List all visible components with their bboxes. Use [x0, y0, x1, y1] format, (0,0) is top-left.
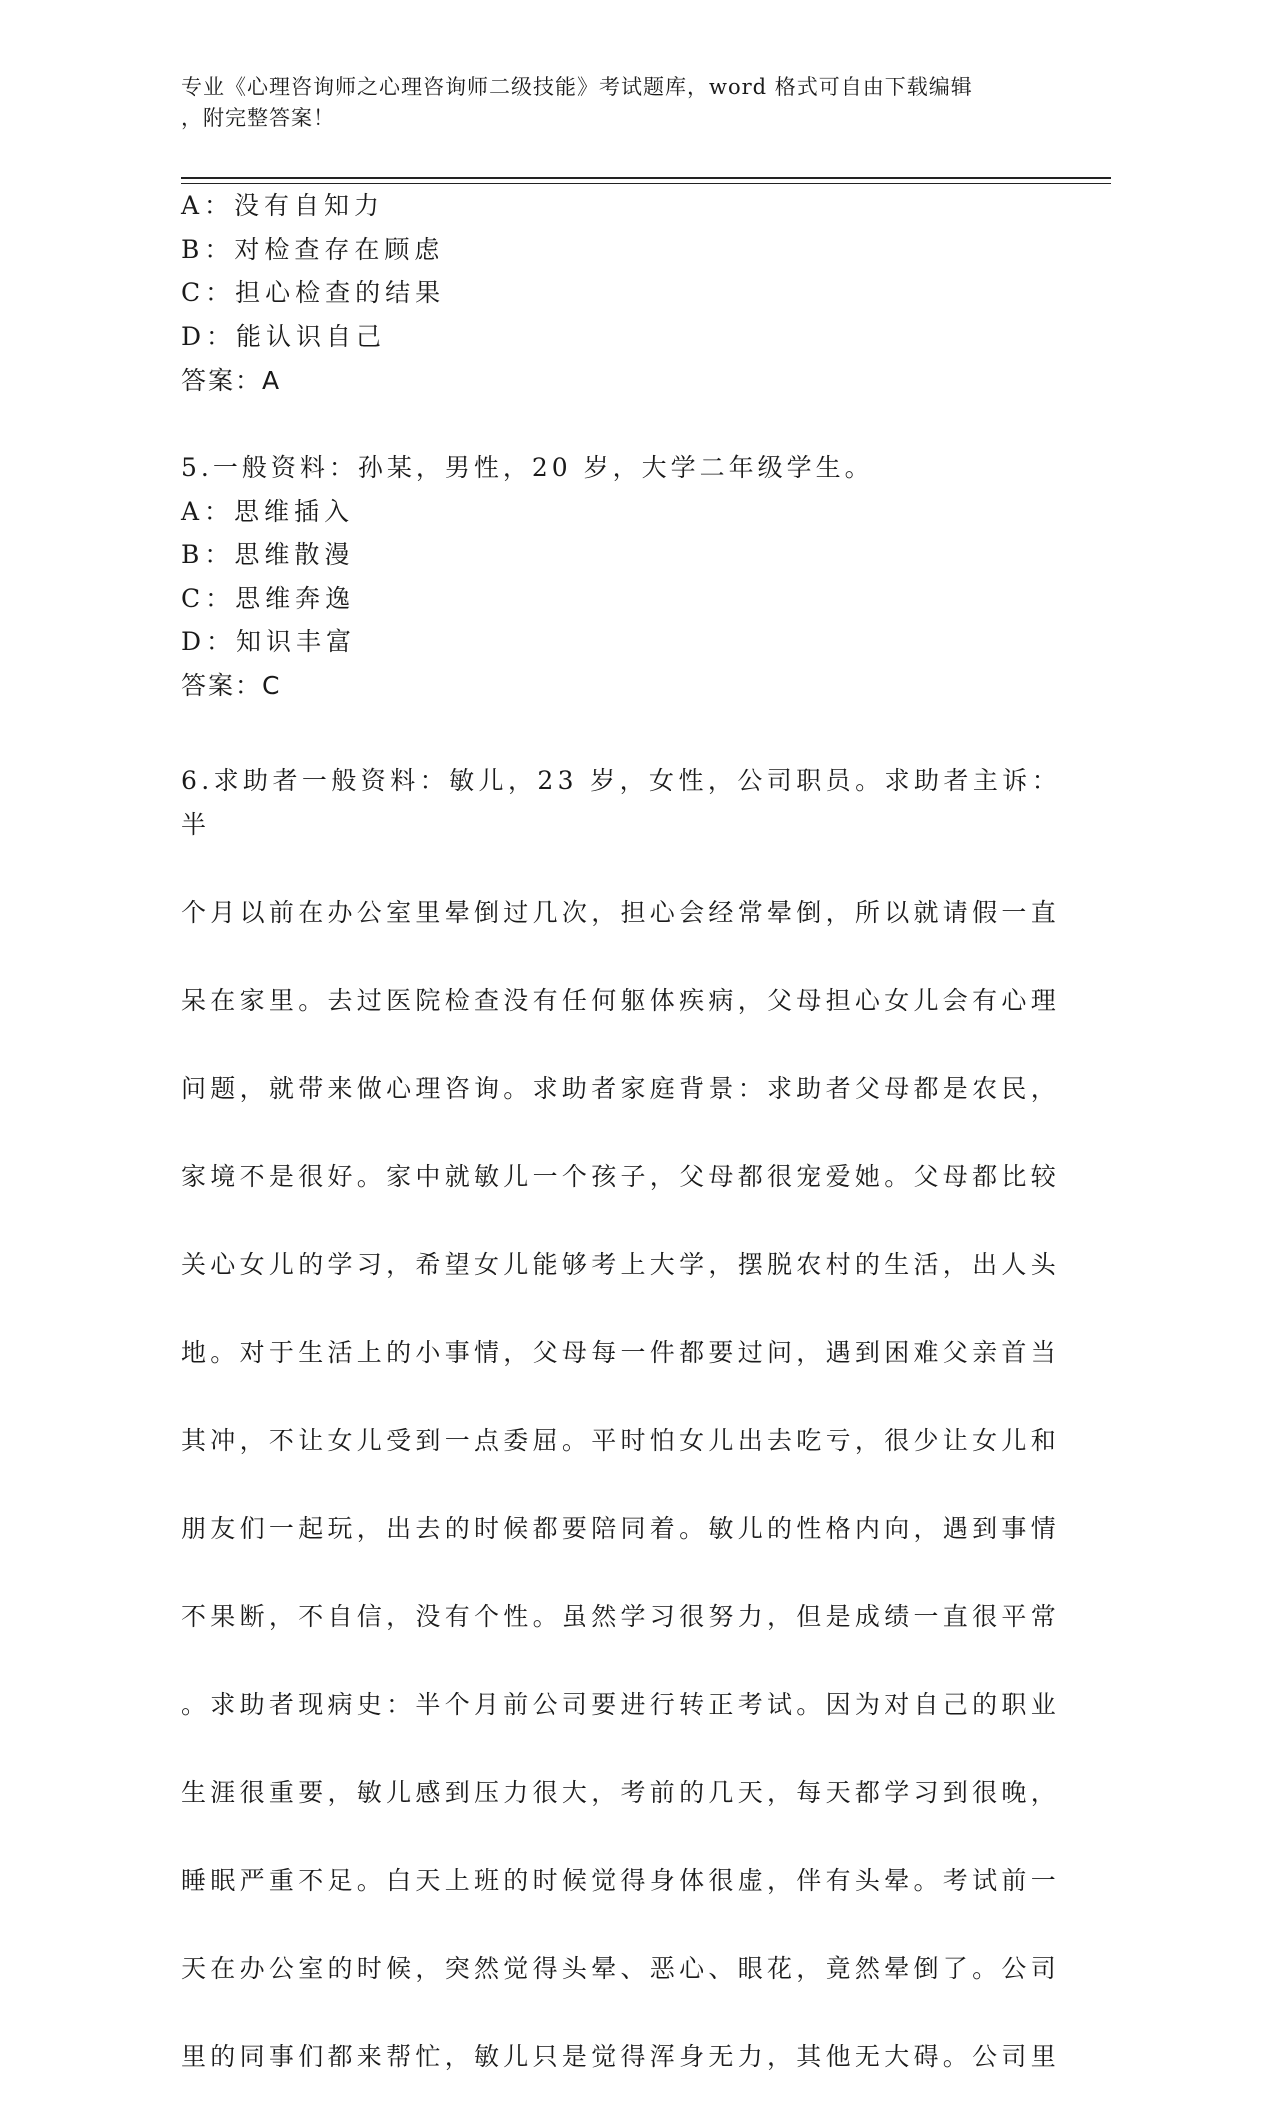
q5-option-b: B：思维散漫 — [181, 540, 355, 569]
q5-answer: 答案：C — [181, 671, 282, 700]
q5-option-a: A：思维插入 — [181, 497, 355, 526]
q4-option-a: A：没有自知力 — [181, 191, 385, 220]
q6-line: 天在办公室的时候，突然觉得头晕、恶心、眼花，竟然晕倒了。公司 — [181, 1954, 1061, 1983]
q6-line: 个月以前在办公室里晕倒过几次，担心会经常晕倒，所以就请假一直 — [181, 898, 1061, 927]
q6-line: 问题，就带来做心理咨询。求助者家庭背景：求助者父母都是农民， — [181, 1074, 1061, 1103]
q6-line: 家境不是很好。家中就敏儿一个孩子，父母都很宠爱她。父母都比较 — [181, 1162, 1061, 1191]
q6-line: 地。对于生活上的小事情，父母每一件都要过问，遇到困难父亲首当 — [181, 1338, 1061, 1367]
q6-line: 6.求助者一般资料：敏儿，23 岁，女性，公司职员。求助者主诉：半 — [181, 766, 1061, 839]
q5-option-c: C：思维奔逸 — [181, 584, 356, 613]
q4-answer: 答案：A — [181, 366, 282, 395]
header-rule-thick — [181, 177, 1111, 179]
q6-line: 其冲，不让女儿受到一点委屈。平时怕女儿出去吃亏，很少让女儿和 — [181, 1426, 1061, 1455]
q6-line: 生涯很重要，敏儿感到压力很大，考前的几天，每天都学习到很晚， — [181, 1778, 1061, 1807]
q6-line: 。求助者现病史：半个月前公司要进行转正考试。因为对自己的职业 — [181, 1690, 1061, 1719]
q6-stem — [181, 715, 1061, 2123]
q6-line: 不果断，不自信，没有个性。虽然学习很努力，但是成绩一直很平常 — [181, 1602, 1061, 1631]
q6-line: 里的同事们都来帮忙，敏儿只是觉得浑身无力，其他无大碍。公司里 — [181, 2042, 1061, 2071]
q6-line: 呆在家里。去过医院检查没有任何躯体疾病，父母担心女儿会有心理 — [181, 986, 1061, 1015]
document-header: 专业《心理咨询师之心理咨询师二级技能》考试题库，word 格式可自由下载编辑 ，附完整答案！ — [181, 75, 973, 130]
q4-option-b: B：对检查存在顾虑 — [181, 235, 445, 264]
q6-line: 关心女儿的学习，希望女儿能够考上大学，摆脱农村的生活，出人头 — [181, 1250, 1061, 1279]
q5-option-d: D：知识丰富 — [181, 627, 357, 656]
header-rule-thin — [181, 183, 1111, 184]
q6-line: 朋友们一起玩，出去的时候都要陪同着。敏儿的性格内向，遇到事情 — [181, 1514, 1061, 1543]
q5-stem: 5.一般资料：孙某，男性，20 岁，大学二年级学生。 — [181, 453, 874, 482]
q4-option-d: D：能认识自己 — [181, 322, 387, 351]
q6-line: 睡眠严重不足。白天上班的时候觉得身体很虚，伴有头晕。考试前一 — [181, 1866, 1061, 1895]
q4-option-c: C：担心检查的结果 — [181, 278, 446, 307]
